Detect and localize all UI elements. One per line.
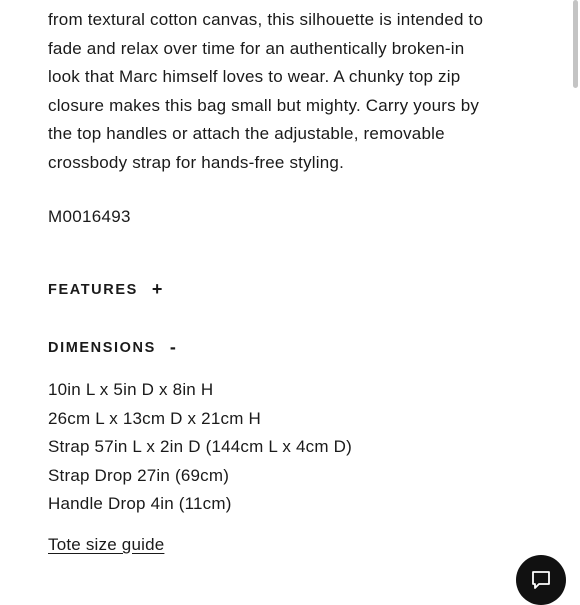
- product-sku: M0016493: [48, 207, 131, 226]
- description-line: the top handles or attach the adjustable, removable: [48, 124, 445, 143]
- description-line: from textural cotton canvas, this silhouette is intended to: [48, 10, 484, 29]
- features-accordion-toggle[interactable]: [48, 279, 162, 300]
- description-line: closure makes this bag small but mighty. Carry yours by: [48, 95, 480, 115]
- description-line: crossbody strap for hands-free styling.: [48, 152, 344, 172]
- dimensions-label: DIMENSIONS: [48, 339, 156, 356]
- minus-icon: -: [169, 337, 176, 357]
- tote-size-guide-link[interactable]: Tote size guide: [48, 535, 165, 554]
- dimension-line: 26cm L x 13cm D x 21cm H: [48, 408, 261, 428]
- description-line: look that Marc himself loves to wear. A chunky top zip: [48, 67, 461, 86]
- chat-icon: [530, 569, 552, 591]
- dimensions-accordion-toggle[interactable]: [48, 337, 176, 358]
- dimension-line: Strap 57in L x 2in D (144cm L x 4cm D): [48, 437, 352, 456]
- chat-button[interactable]: [516, 555, 566, 605]
- dimension-line: Strap Drop 27in (69cm): [48, 465, 230, 485]
- features-label: FEATURES: [48, 281, 138, 298]
- description-line: fade and relax over time for an authentically broken-in: [48, 38, 465, 58]
- dimension-line: Handle Drop 4in (11cm): [48, 494, 232, 513]
- dimension-line: 10in L x 5in D x 8in H: [48, 380, 214, 399]
- scrollbar[interactable]: [573, 0, 578, 88]
- plus-icon: +: [151, 279, 163, 299]
